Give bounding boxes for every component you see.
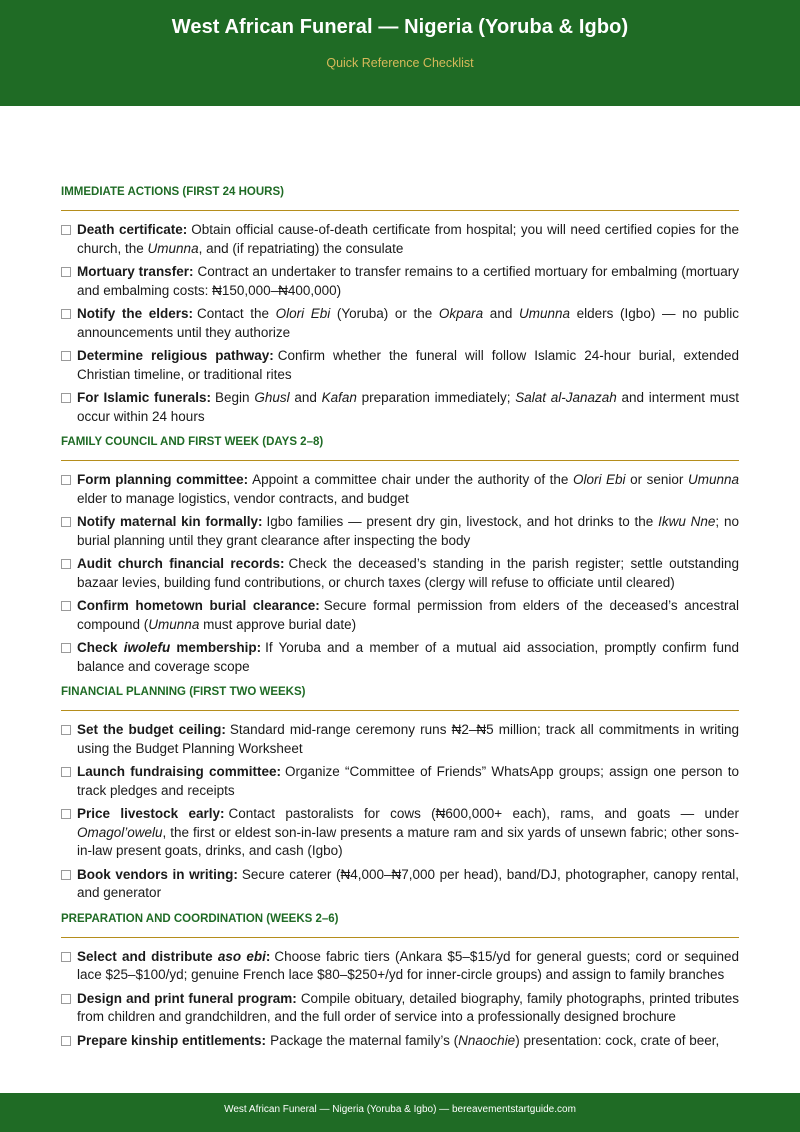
- checkbox[interactable]: [61, 475, 71, 485]
- item-label: Mortuary transfer:: [77, 264, 194, 279]
- footer-text: West African Funeral — Nigeria (Yoruba & Igbo) — bereavementstartguide.com: [224, 1104, 576, 1115]
- item-label: Price livestock early:: [77, 806, 225, 821]
- item-description: Package the maternal family’s (Nnaochie) presentation: cock, crate of beer,: [270, 1032, 720, 1048]
- checklist-item: [61, 305, 739, 342]
- checkbox[interactable]: [61, 725, 71, 735]
- checklist-item: [61, 221, 739, 258]
- checklist-content: [61, 184, 739, 1076]
- checkbox[interactable]: [61, 809, 71, 819]
- checklist-item: [61, 990, 739, 1027]
- item-description: If Yoruba and a member of a mutual aid association, promptly confirm fund balance and coverage scope: [77, 640, 739, 674]
- checklist-item: [61, 763, 739, 800]
- checkbox[interactable]: [61, 1036, 71, 1046]
- item-label: For Islamic funerals:: [77, 390, 212, 405]
- item-label: Book vendors in writing:: [77, 866, 238, 882]
- page-header: [0, 0, 800, 106]
- item-label: Death certificate:: [77, 222, 188, 237]
- section-heading: IMMEDIATE ACTIONS (FIRST 24 HOURS): [61, 186, 284, 198]
- checklist-item: [61, 1032, 739, 1051]
- item-description: Standard mid-range ceremony runs ₦2–₦5 million; track all commitments in writing using the Budget Planning Worksheet: [77, 722, 739, 756]
- checklist-section: [61, 911, 739, 1051]
- checkbox[interactable]: [61, 309, 71, 319]
- item-label: Notify the elders:: [77, 306, 194, 321]
- checkbox[interactable]: [61, 393, 71, 403]
- item-label: Prepare kinship entitlements:: [77, 1032, 267, 1048]
- page-footer: [0, 1093, 800, 1132]
- item-label: Check iwolefu membership:: [77, 640, 262, 655]
- item-description: Check the deceased’s standing in the parish register; settle outstanding bazaar levies, building fund contributions, or church taxes (clergy will refuse to officiate until cleared): [77, 556, 739, 590]
- checkbox[interactable]: [61, 225, 71, 235]
- item-description: Compile obituary, detailed biography, family photographs, printed tributes from children and grandchildren, and the full order of service into a professionally designed brochure: [77, 990, 739, 1024]
- checkbox[interactable]: [61, 517, 71, 527]
- item-label: Determine religious pathway:: [77, 348, 274, 363]
- checklist-item: [61, 597, 739, 634]
- section-heading: FAMILY COUNCIL AND FIRST WEEK (DAYS 2–8): [61, 436, 324, 448]
- checklist-section: [61, 434, 739, 676]
- item-description: Secure formal permission from elders of the deceased’s ancestral compound (Umunna must approve burial date): [77, 598, 739, 632]
- item-description: Begin Ghusl and Kafan preparation immediately; Salat al-Janazah and interment must occur within 24 hours: [77, 390, 739, 424]
- item-description: Contact pastoralists for cows (₦600,000+ each), rams, and goats — under Omagol’owelu, the first or eldest son-in-law presents a mature ram and six yards of unsewn fabric; other sons-in-law present goats, drinks, and cash (Igbo): [77, 806, 739, 858]
- section-heading: FINANCIAL PLANNING (FIRST TWO WEEKS): [61, 686, 306, 698]
- checklist-section: [61, 184, 739, 426]
- checklist-item: [61, 263, 739, 300]
- item-description: Contract an undertaker to transfer remains to a certified mortuary for embalming (mortuary and embalming costs: ₦150,000–₦400,000): [77, 264, 739, 298]
- item-label: Audit church financial records:: [77, 556, 285, 571]
- item-label: Select and distribute aso ebi:: [77, 948, 271, 964]
- checkbox[interactable]: [61, 870, 71, 880]
- checkbox[interactable]: [61, 267, 71, 277]
- checkbox[interactable]: [61, 351, 71, 361]
- checkbox[interactable]: [61, 559, 71, 569]
- checklist-item: [61, 555, 739, 592]
- checklist-item: [61, 389, 739, 426]
- checklist-item: [61, 471, 739, 508]
- checkbox[interactable]: [61, 994, 71, 1004]
- checkbox[interactable]: [61, 601, 71, 611]
- item-label: Launch fundraising committee:: [77, 764, 282, 779]
- item-description: Appoint a committee chair under the authority of the Olori Ebi or senior Umunna elder to manage logistics, vendor contracts, and budget: [77, 472, 739, 506]
- item-label: Form planning committee:: [77, 472, 249, 487]
- checklist-item: [61, 639, 739, 676]
- item-description: Choose fabric tiers (Ankara $5–$15/yd for general guests; cord or sequined lace $25–$100/yd; genuine French lace $80–$250+/yd for inner-circle groups) and assign to family branches: [77, 948, 739, 982]
- section-heading: PREPARATION AND COORDINATION (WEEKS 2–6): [61, 912, 339, 925]
- item-description: Igbo families — present dry gin, livestock, and hot drinks to the Ikwu Nne; no burial planning until they grant clearance after inspecting the body: [77, 514, 739, 548]
- checkbox[interactable]: [61, 952, 71, 962]
- item-description: Contact the Olori Ebi (Yoruba) or the Okpara and Umunna elders (Igbo) — no public announcements until they authorize: [77, 306, 739, 340]
- page-subtitle: Quick Reference Checklist: [326, 56, 474, 70]
- section-divider: [61, 460, 739, 461]
- checklist-item: [61, 948, 739, 985]
- item-description: Organize “Committee of Friends” WhatsApp groups; assign one person to track pledges and receipts: [77, 764, 739, 798]
- section-divider: [61, 710, 739, 711]
- item-description: Secure caterer (₦4,000–₦7,000 per head), band/DJ, photographer, canopy rental, and generator: [77, 866, 739, 900]
- checklist-item: [61, 866, 739, 903]
- item-label: Notify maternal kin formally:: [77, 514, 263, 529]
- item-label: Design and print funeral program:: [77, 990, 297, 1006]
- item-description: Obtain official cause-of-death certificate from hospital; you will need certified copies for the church, the Umunna, and (if repatriating) the consulate: [77, 222, 739, 256]
- checklist-item: [61, 347, 739, 384]
- checklist-item: [61, 721, 739, 758]
- section-divider: [61, 937, 739, 938]
- checklist-item: [61, 513, 739, 550]
- checklist-item: [61, 805, 739, 861]
- checkbox[interactable]: [61, 643, 71, 653]
- item-description: Confirm whether the funeral will follow Islamic 24-hour burial, extended Christian timeline, or traditional rites: [77, 348, 739, 382]
- page-title: West African Funeral — Nigeria (Yoruba & Igbo): [171, 16, 629, 38]
- item-label: Confirm hometown burial clearance:: [77, 598, 320, 613]
- checkbox[interactable]: [61, 767, 71, 777]
- item-label: Set the budget ceiling:: [77, 722, 226, 737]
- checklist-section: [61, 684, 739, 903]
- section-divider: [61, 210, 739, 211]
